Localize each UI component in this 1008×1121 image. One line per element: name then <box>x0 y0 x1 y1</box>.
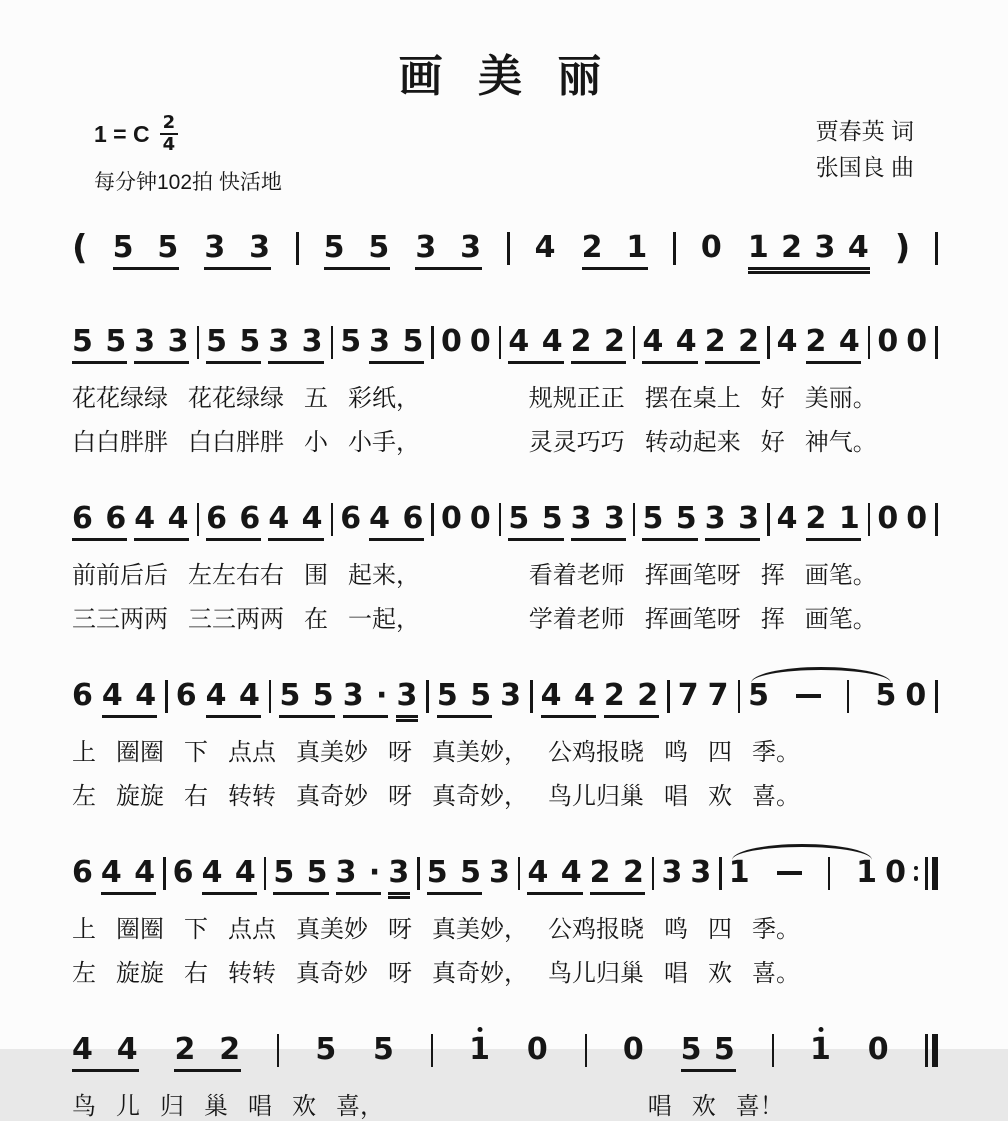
score-line <box>72 847 938 988</box>
note: 4 4 <box>102 680 157 718</box>
lyric-word: 小 <box>304 428 328 456</box>
barline <box>935 232 938 265</box>
rest-note: 0 <box>526 1031 549 1067</box>
lyric-word: 唱 <box>248 1092 272 1120</box>
note: 3 3 <box>268 326 323 364</box>
lyric-word: 下 <box>184 738 208 766</box>
note: 3 3 <box>705 503 760 541</box>
note: 4 4 <box>268 503 323 541</box>
note: 5 5 <box>324 232 391 270</box>
repeat-barline <box>914 857 938 890</box>
rest-note: 0 <box>905 677 928 713</box>
rest-note: 0 <box>469 323 492 359</box>
lyric-word: 神气。 <box>804 428 877 456</box>
lyricist-credit: 贾春英 词 <box>815 118 914 144</box>
lyric-word: 右 <box>184 959 208 987</box>
lyric-word: 呀 <box>388 959 412 987</box>
lyric-word: 欢 <box>292 1092 316 1120</box>
note: 6 <box>340 500 363 536</box>
barline <box>868 503 871 536</box>
barline <box>868 326 871 359</box>
lyric-word: 学着老师 <box>528 605 625 633</box>
lyric-word: 画笔。 <box>804 605 877 633</box>
barline <box>652 857 655 890</box>
barline <box>767 326 770 359</box>
lyric-word: 喜！ <box>735 1092 784 1120</box>
note: 6 6 <box>72 503 127 541</box>
lyric-word: 上 <box>72 738 96 766</box>
open-paren: ( <box>72 227 88 268</box>
lyric-word: 灵灵巧巧 <box>528 428 625 456</box>
dash-note <box>796 694 821 698</box>
time-signature <box>160 114 179 155</box>
barline <box>163 857 166 890</box>
note: 5 <box>340 323 363 359</box>
barline <box>499 503 502 536</box>
final-barline <box>925 1034 938 1067</box>
barline <box>331 503 334 536</box>
note: 4 4 <box>202 857 257 895</box>
lyric-row <box>72 953 938 988</box>
barline <box>585 1034 588 1067</box>
note: 7 <box>677 677 700 713</box>
note: 4 6 <box>369 503 424 541</box>
lyric-word: 公鸡报晓 <box>548 738 644 766</box>
lyric-word: 小手， <box>348 428 420 456</box>
barline <box>197 503 200 536</box>
note: 2 2 <box>590 857 645 895</box>
note: 3 5 <box>369 326 424 364</box>
lyric-word: 四 <box>708 738 732 766</box>
lyric-word: 花花绿绿 <box>72 384 168 412</box>
note: 7 <box>707 677 730 713</box>
lyric-word: 鸟儿归巢 <box>548 959 644 987</box>
barline <box>767 503 770 536</box>
note: 3 · <box>343 680 389 718</box>
lyric-word: 公鸡报晓 <box>548 915 644 943</box>
lyric-row <box>72 776 938 811</box>
lyric-word: 画笔。 <box>804 561 877 589</box>
barline-thick <box>932 1034 938 1067</box>
note: 4 4 <box>541 680 596 718</box>
note: 6 <box>172 854 195 890</box>
lyric-word: 五 <box>304 384 328 412</box>
lyric-word: 点点 <box>228 738 276 766</box>
barline <box>431 503 434 536</box>
key-signature <box>94 114 282 155</box>
key-tempo-block <box>94 114 282 196</box>
note: 4 4 <box>508 326 563 364</box>
lyric-word: 挥画笔呀 <box>644 561 741 589</box>
score-line <box>72 316 938 457</box>
tempo-marking: 每分钟102拍 快活地 <box>94 170 282 194</box>
barline <box>530 680 533 713</box>
rest-note: 0 <box>906 500 929 536</box>
barline <box>935 680 938 713</box>
barline <box>197 326 200 359</box>
rest-note: 0 <box>622 1031 645 1067</box>
barline <box>772 1034 775 1067</box>
lyric-word: 右 <box>184 782 208 810</box>
note-row <box>72 1024 938 1072</box>
lyric-word: 欢 <box>708 782 732 810</box>
barline <box>426 680 429 713</box>
note: 4 4 <box>642 326 697 364</box>
lyric-word: 喜。 <box>752 959 800 987</box>
rest-note: 0 <box>877 500 900 536</box>
note-row <box>72 493 938 541</box>
lyric-word: 真美妙， <box>432 738 528 766</box>
composer-credit: 张国良 曲 <box>815 153 914 180</box>
note: 2 1 <box>806 503 861 541</box>
key-text: 1 = C <box>94 120 150 147</box>
barline <box>417 857 420 890</box>
note: 3 · <box>336 857 382 895</box>
note: 1 <box>469 1031 491 1067</box>
lyric-word: 鸟儿归巢 <box>548 782 644 810</box>
lyric-word: 季。 <box>752 738 800 766</box>
lyric-word: 转动起来 <box>644 428 741 456</box>
note: 3 <box>388 857 410 895</box>
lyric-word: 旋旋 <box>116 782 164 810</box>
lyric-word: 三三两两 <box>188 605 284 633</box>
lyric-word: 季。 <box>752 915 800 943</box>
lyric-word: 挥画笔呀 <box>644 605 741 633</box>
lyric-word: 真美妙， <box>432 915 528 943</box>
note: 5 5 <box>508 503 563 541</box>
tie-group <box>728 854 879 890</box>
lyric-word: 点点 <box>228 915 276 943</box>
lyric-word: 真奇妙 <box>296 959 368 987</box>
lyric-word: 四 <box>708 915 732 943</box>
barline <box>499 326 502 359</box>
note: 3 3 <box>134 326 189 364</box>
note: 1 <box>856 854 879 890</box>
lyric-word: 上 <box>72 915 96 943</box>
rest-note: 0 <box>877 323 900 359</box>
barline <box>269 680 272 713</box>
rest-note: 0 <box>440 500 463 536</box>
score-line <box>72 670 938 811</box>
lyric-word: 旋旋 <box>116 959 164 987</box>
barline <box>165 680 168 713</box>
note: 5 <box>315 1031 338 1067</box>
note: 3 <box>661 854 684 890</box>
note: 3 3 <box>571 503 626 541</box>
lyric-word: 真美妙 <box>296 738 368 766</box>
lyric-row <box>72 422 938 457</box>
lyric-word: 呀 <box>388 782 412 810</box>
rest-note: 0 <box>469 500 492 536</box>
lyric-word: 好 <box>760 428 785 456</box>
barline <box>828 857 831 890</box>
rest-note: 0 <box>440 323 463 359</box>
note: 5 5 <box>427 857 482 895</box>
note: 5 5 <box>437 680 492 718</box>
note: 1 <box>728 854 751 890</box>
note: 5 5 <box>113 232 180 270</box>
barline-thick <box>932 857 938 890</box>
note: 4 4 <box>101 857 156 895</box>
note: 2 1 <box>582 232 649 270</box>
rest-note: 0 <box>700 229 723 265</box>
lyric-word: 归 <box>160 1092 184 1120</box>
barline <box>277 1034 280 1067</box>
lyric-word: 白白胖胖 <box>72 428 168 456</box>
note: 5 5 <box>273 857 328 895</box>
rest-note: 0 <box>906 323 929 359</box>
note: 6 6 <box>206 503 261 541</box>
barline <box>673 232 676 265</box>
lyric-word: 唱 <box>664 782 688 810</box>
tie-group <box>748 677 898 713</box>
barline <box>633 503 636 536</box>
lyric-word: 围 <box>304 561 328 589</box>
lyric-word: 挥 <box>760 561 785 589</box>
lyric-word: 真奇妙， <box>432 959 528 987</box>
lyric-word: 转转 <box>228 782 276 810</box>
note: 5 <box>875 677 898 713</box>
note: 5 5 <box>72 326 127 364</box>
barline <box>507 232 510 265</box>
lyric-word: 鸣 <box>664 738 688 766</box>
lyric-word: 彩纸， <box>348 384 420 412</box>
note: 5 <box>373 1031 395 1067</box>
header-meta <box>72 114 938 196</box>
note: 2 2 <box>571 326 626 364</box>
note: 5 5 <box>279 680 334 718</box>
barline <box>264 857 267 890</box>
repeat-dots <box>914 866 919 881</box>
time-signature-numerator: 2 <box>160 114 179 135</box>
note: 6 <box>72 677 94 713</box>
barline <box>431 326 434 359</box>
barline <box>431 1034 434 1067</box>
close-paren: ) <box>894 227 911 268</box>
lyric-word: 美丽。 <box>804 384 877 412</box>
barline <box>925 1034 928 1067</box>
barline <box>719 857 722 890</box>
lyric-word: 巢 <box>204 1092 228 1120</box>
lyric-word: 左 <box>72 959 96 987</box>
note: 5 5 <box>681 1034 736 1072</box>
lyric-word: 呀 <box>388 738 412 766</box>
lyric-word: 花花绿绿 <box>188 384 284 412</box>
lyric-word: 下 <box>184 915 208 943</box>
lyric-word: 三三两两 <box>72 605 168 633</box>
lyric-word: 转转 <box>228 959 276 987</box>
note: 4 4 <box>206 680 261 718</box>
barline <box>518 857 521 890</box>
lyric-word: 喜。 <box>752 782 800 810</box>
lyric-row <box>72 599 938 634</box>
lyric-word: 挥 <box>760 605 785 633</box>
lyric-word: 白白胖胖 <box>188 428 284 456</box>
lyric-word: 唱 <box>647 1092 672 1120</box>
note-row <box>72 670 938 718</box>
score-line <box>72 1024 938 1121</box>
lyric-word: 前前后后 <box>72 561 168 589</box>
lyric-word: 欢 <box>708 959 732 987</box>
note: 2 4 <box>806 326 861 364</box>
barline <box>633 326 636 359</box>
note: 3 <box>500 677 523 713</box>
lyric-row <box>72 909 938 944</box>
note: 3 3 <box>204 232 271 270</box>
note: 1 <box>809 1031 832 1067</box>
rest-note: 0 <box>885 854 907 890</box>
lyric-word: 呀 <box>388 915 412 943</box>
lyric-word: 一起， <box>348 605 420 633</box>
note: 3 <box>396 680 418 718</box>
note: 4 <box>534 229 557 265</box>
barline <box>738 680 741 713</box>
note: 3 <box>489 854 511 890</box>
lyric-row <box>72 1086 938 1121</box>
credits <box>816 114 914 185</box>
lyric-word: 真美妙 <box>296 915 368 943</box>
note-row <box>72 847 938 895</box>
note: 1 2 3 4 <box>748 232 870 270</box>
lyric-word: 欢 <box>691 1092 716 1120</box>
lyric-word: 左 <box>72 782 96 810</box>
note: 5 5 <box>206 326 261 364</box>
barline <box>935 326 938 359</box>
score-line <box>72 222 938 270</box>
note: 4 4 <box>134 503 189 541</box>
lyric-row <box>72 378 938 413</box>
lyric-row <box>72 555 938 590</box>
lyric-word: 规规正正 <box>528 384 625 412</box>
lyric-row <box>72 732 938 767</box>
barline <box>935 503 938 536</box>
lyric-word: 圈圈 <box>116 915 164 943</box>
lyric-word: 摆在桌上 <box>644 384 741 412</box>
lyric-word: 左左右右 <box>188 561 284 589</box>
barline <box>847 680 850 713</box>
note: 6 <box>72 854 94 890</box>
note: 3 <box>690 854 713 890</box>
lyric-word: 鸟 <box>72 1092 96 1120</box>
dash-note <box>777 871 802 875</box>
lyric-word: 儿 <box>116 1092 140 1120</box>
note: 4 <box>776 500 799 536</box>
lyric-word: 起来， <box>348 561 420 589</box>
lyric-word: 看着老师 <box>528 561 625 589</box>
note: 6 <box>175 677 198 713</box>
note: 2 2 <box>174 1034 241 1072</box>
barline <box>667 680 670 713</box>
lyric-word: 真奇妙， <box>432 782 528 810</box>
note-row <box>72 316 938 364</box>
barline <box>925 857 928 890</box>
note: 2 2 <box>705 326 760 364</box>
lyric-word: 鸣 <box>664 915 688 943</box>
note-row <box>72 222 938 270</box>
score <box>72 222 938 1121</box>
note: 4 4 <box>72 1034 139 1072</box>
lyric-word: 好 <box>760 384 785 412</box>
note: 2 2 <box>604 680 659 718</box>
note: 4 <box>776 323 799 359</box>
song-title: 画 美 丽 <box>398 51 612 102</box>
lyric-word: 圈圈 <box>116 738 164 766</box>
barline <box>296 232 299 265</box>
rest-note: 0 <box>867 1031 890 1067</box>
lyric-word: 喜， <box>336 1092 384 1120</box>
lyric-word: 唱 <box>664 959 688 987</box>
note: 3 3 <box>415 232 482 270</box>
lyric-word: 真奇妙 <box>296 782 368 810</box>
note: 4 4 <box>527 857 582 895</box>
time-signature-denominator: 4 <box>162 134 176 156</box>
note: 5 5 <box>642 503 697 541</box>
lyric-word: 在 <box>304 605 328 633</box>
note: 5 <box>748 677 770 713</box>
barline <box>331 326 334 359</box>
score-line <box>72 493 938 634</box>
